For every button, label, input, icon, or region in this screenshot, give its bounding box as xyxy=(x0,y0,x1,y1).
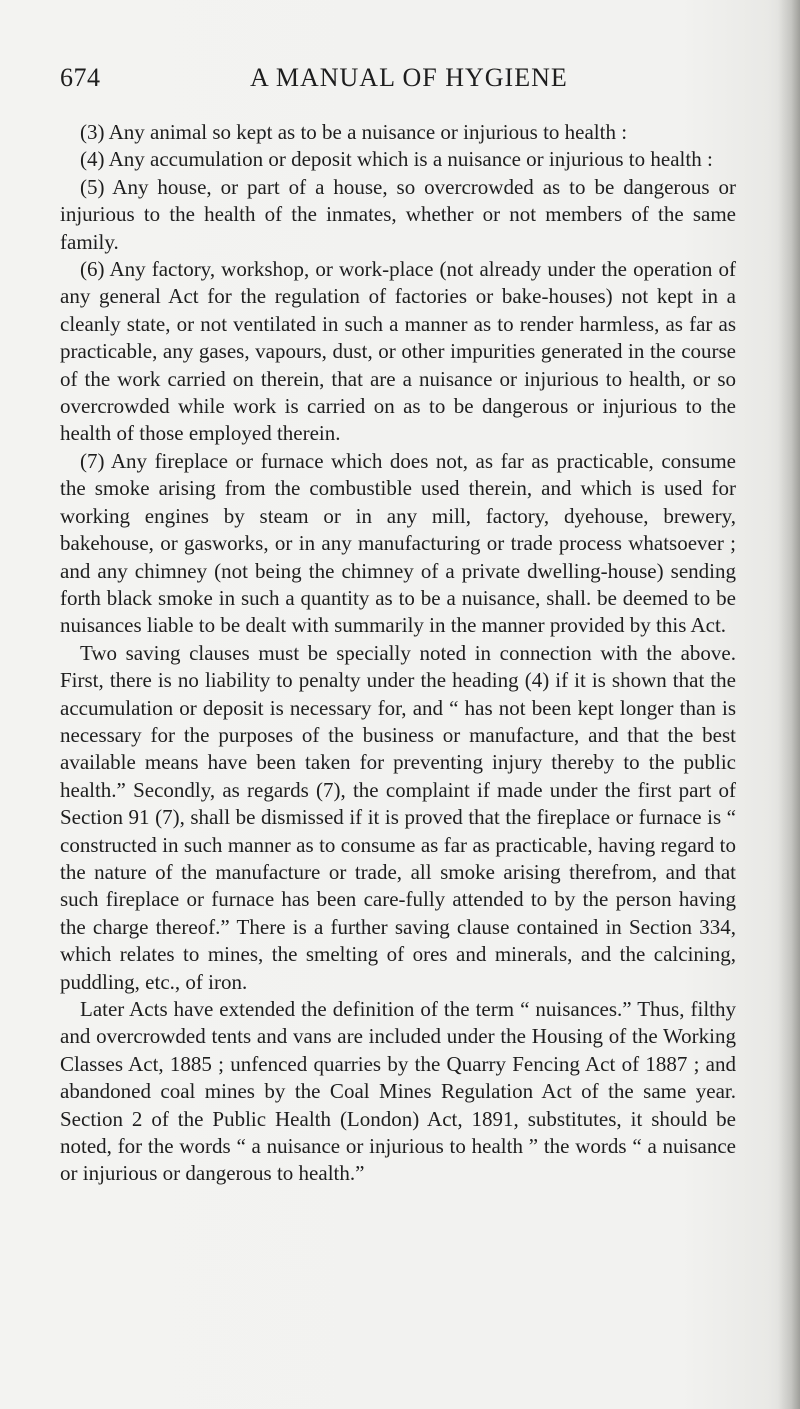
running-title: A MANUAL OF HYGIENE xyxy=(250,63,568,92)
paragraph-saving-clauses: Two saving clauses must be specially noted in connection with the above. First, there is no liability to penalty under the heading (4) if it is shown that the accumulation or deposit is necessary for, and “ has not been kept longer than is necessary for the purposes of the business or manufacture, and that the best available means have been taken for preventing injury thereby to the public health.” Secondly, as regards (7), the complaint if made under the first part of Section 91 (7), shall be dismissed if it is proved that the fireplace or furnace is “ constructed in such manner as to consume as far as practicable, having regard to the nature of the manufacture or trade, all smoke arising therefrom, and that such fireplace or furnace has been care-fully attended to by the person having the charge thereof.” There is a further saving clause contained in Section 334, which relates to mines, the smelting of ores and minerals, and the calcining, puddling, etc., of iron. xyxy=(60,640,736,994)
paragraph-item-5: (5) Any house, or part of a house, so overcrowded as to be dangerous or injurious to the health of the inmates, whether or not members of the same family. xyxy=(60,174,736,254)
paragraph-item-7: (7) Any fireplace or furnace which does not, as far as practicable, consume the smoke arising from the combustible used therein, and which is used for working engines by steam or in any mill, factory, dyehouse, brewery, bakehouse, or gasworks, or in any manufacturing or trade process whatsoever ; and any chimney (not being the chimney of a private dwelling-house) sending forth black smoke in such a quantity as to be a nuisance, shall. be deemed to be nuisances liable to be dealt with summarily in the manner provided by this Act. xyxy=(60,448,736,638)
paragraph-item-6: (6) Any factory, workshop, or work-place (not already under the operation of any general Act for the regulation of factories or bake-houses) not kept in a cleanly state, or not ventilated in such a manner as to render harmless, as far as practicable, any gases, vapours, dust, or other impurities generated in the course of the work carried on therein, that are a nuisance or injurious to health, or so overcrowded while work is carried on as to be dangerous or injurious to the health of those employed therein. xyxy=(60,257,736,446)
page-header xyxy=(60,63,736,99)
paragraph-later-acts: Later Acts have extended the definition of the term “ nuisances.” Thus, filthy and overcrowded tents and vans are included under the Housing of the Working Classes Act, 1885 ; unfenced quarries by the Quarry Fencing Act of 1887 ; and abandoned coal mines by the Coal Mines Regulation Act of the same year. Section 2 of the Public Health (London) Act, 1891, substitutes, it should be noted, for the words “ a nuisance or injurious to health ” the words “ a nuisance or injurious or dangerous to health.” xyxy=(60,997,736,1186)
paragraph-item-4: (4) Any accumulation or deposit which is a nuisance or injurious to health : xyxy=(80,147,713,172)
page-number: 674 xyxy=(60,63,101,92)
page-edge-shadow xyxy=(778,0,800,1409)
paragraph-item-3: (3) Any animal so kept as to be a nuisance or injurious to health : xyxy=(80,120,628,144)
body-text xyxy=(60,119,736,1188)
